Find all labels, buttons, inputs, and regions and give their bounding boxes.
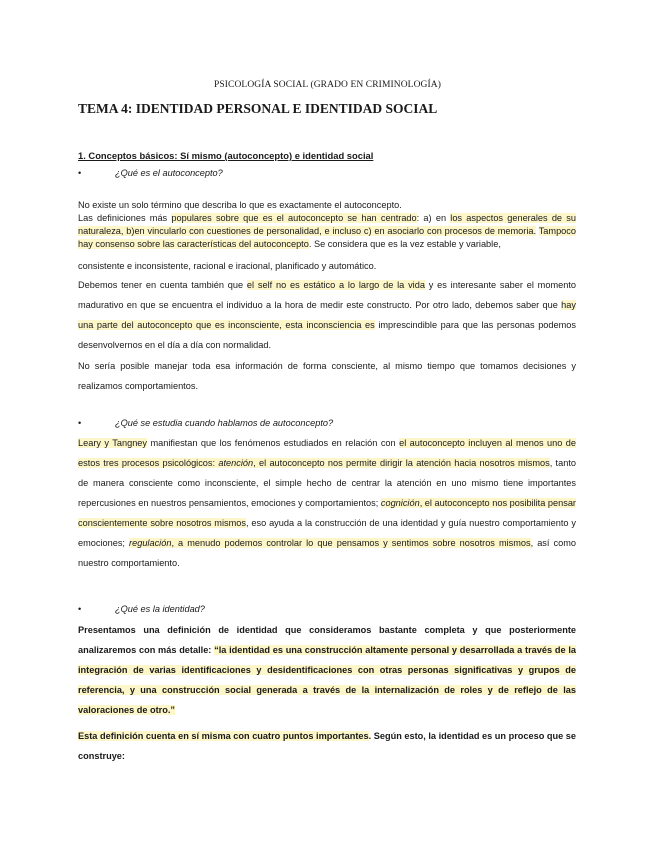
question-autoconcepto: • ¿Qué es el autoconcepto?	[78, 168, 223, 178]
paragraph-5: No sería posible manejar toda esa información de forma consciente, al mismo tiempo que tomamos decisiones y realizamos comportamientos.	[78, 361, 576, 391]
page-title: TEMA 4: IDENTIDAD PERSONAL E IDENTIDAD SOCIAL	[78, 101, 438, 116]
question-identidad: • ¿Qué es la identidad?	[78, 604, 205, 614]
paragraph-1: No existe un solo término que describa lo que es exactamente el autoconcepto.	[78, 200, 402, 210]
paragraph-4: Debemos tener en cuenta también que el self no es estático a lo largo de la vida y es interesante saber el momento madurativo en que se encuentra el individuo a la hora de medir este constructo. Por otro lado, debemos saber que hay una parte del autoconcepto que es inconsciente, esta inconsciencia es imprescindible para que las personas podemos desenvolvernos en el día a día con normalidad.	[78, 280, 576, 350]
bullet-icon: •	[78, 168, 82, 178]
paragraph-3: consistente e inconsistente, racional e iracional, planificado y automático.	[78, 261, 377, 271]
paragraph-2: Las definiciones más populares sobre que es el autoconcepto se han centrado: a) en los aspectos generales de su naturaleza, b)en vincularlo con cuestiones de personalidad, e incluso c) en asociarlo con procesos de memoria. Tampoco hay consenso sobre las características del autoconcepto. Se considera que es la vez estable y variable,	[78, 213, 576, 249]
paragraph-6: Leary y Tangney manifiestan que los fenómenos estudiados en relación con el autoconcepto incluyen al menos uno de estos tres procesos psicológicos: atención, el autoconcepto nos permite dirigir la atención hacia nosotros mismos, tanto de manera consciente como inconsciente, el simple hecho de centrar la atención en uno mismo tiene importantes repercusiones en nuestros pensamientos, emociones y comportamientos; cognición, el autoconcepto nos posibilita pensar conscientemente sobre nosotros mismos, eso ayuda a la construcción de una identidad y guía nuestro comportamiento y emociones; regulación, a menudo podemos controlar lo que pensamos y sentimos sobre nosotros mismos, así como nuestro comportamiento.	[78, 438, 577, 568]
paragraph-8: Esta definición cuenta en sí misma con cuatro puntos importantes. Según esto, la identidad es un proceso que se construye:	[78, 731, 577, 761]
question-estudio-autoconcepto: • ¿Qué se estudia cuando hablamos de autoconcepto?	[78, 418, 334, 428]
document-header: PSICOLOGÍA SOCIAL (GRADO EN CRIMINOLOGÍA)	[214, 80, 441, 90]
bullet-icon: •	[78, 418, 82, 428]
section-heading: 1. Conceptos básicos: Sí mismo (autoconcepto) e identidad social	[78, 150, 374, 161]
paragraph-7: Presentamos una definición de identidad que consideramos bastante completa y que posteriormente analizaremos con más detalle: “la identidad es una construcción altamente personal y desarrollada a través de la integración de varias identificaciones y desidentificaciones con otras personas significativas y grupos de referencia, y una construcción social generada a través de la internalización de roles y de reflejo de las valoraciones de otro.”	[78, 625, 576, 715]
bullet-icon: •	[78, 604, 82, 614]
